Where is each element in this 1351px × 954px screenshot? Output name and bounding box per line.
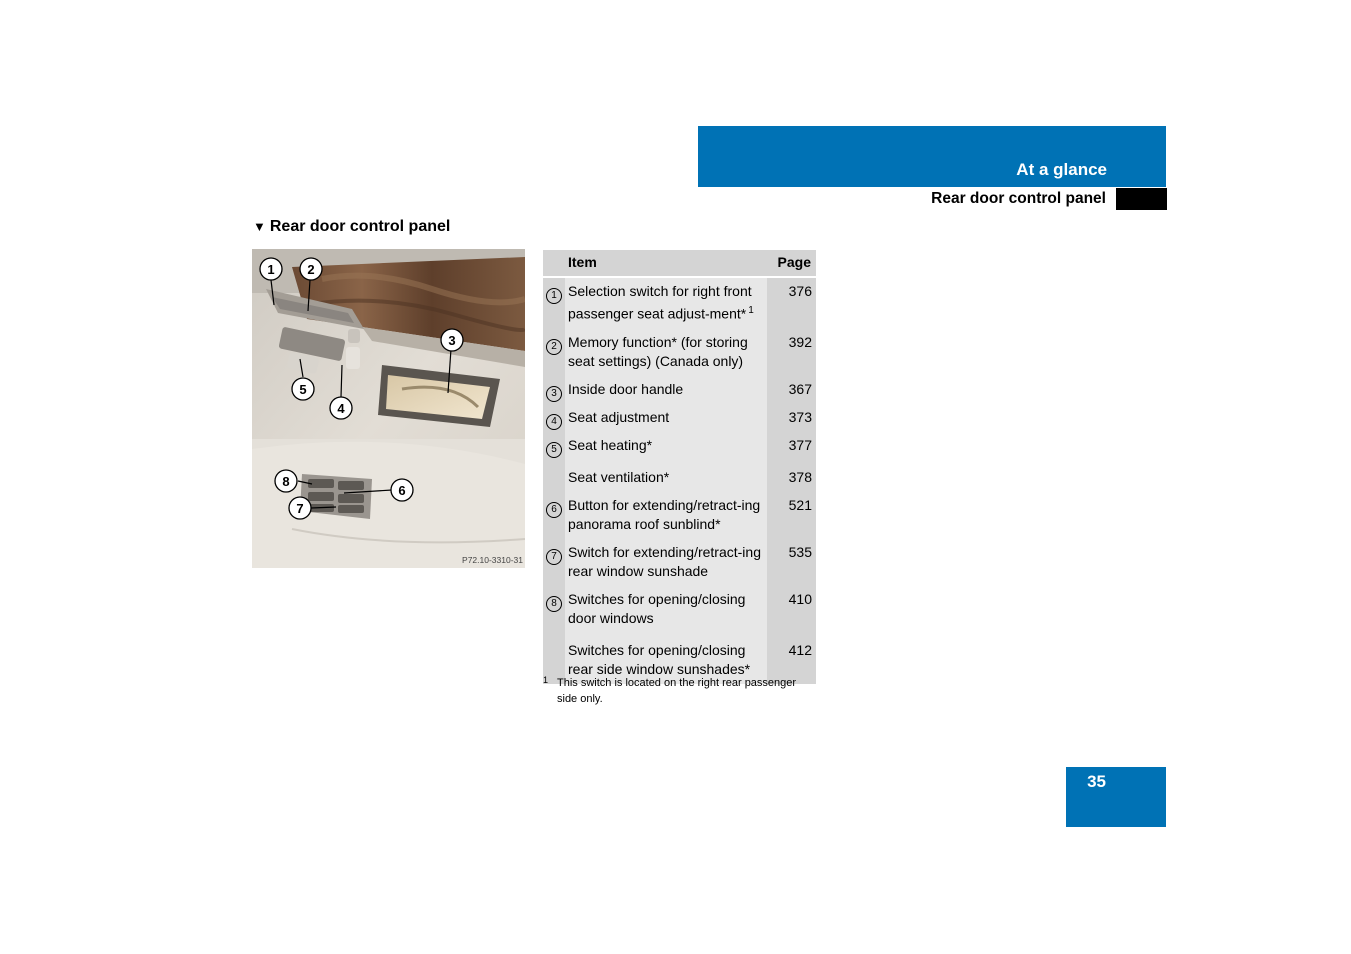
page-ref: 410: [767, 586, 816, 633]
table-row: [543, 376, 816, 404]
page-ref: 373: [767, 404, 816, 432]
item-text: Seat heating*: [565, 432, 767, 460]
item-number: 2: [546, 339, 562, 355]
svg-text:1: 1: [267, 262, 275, 277]
item-number: 7: [546, 549, 562, 565]
section-heading: [253, 218, 450, 236]
triangle-down-icon: ▼: [253, 219, 266, 234]
item-number: 4: [546, 414, 562, 430]
callout-2: [300, 258, 322, 280]
svg-text:6: 6: [398, 483, 406, 498]
figure-code: P72.10-3310-31: [462, 555, 523, 565]
callout-4: [330, 397, 352, 419]
page-number: 35: [1087, 772, 1106, 791]
footnote-text: This switch is located on the right rear passenger side only.: [557, 677, 797, 705]
table-row: [543, 460, 816, 492]
table-row: [543, 277, 816, 329]
page-ref: 535: [767, 539, 816, 586]
table-row: [543, 329, 816, 376]
chapter-title: At a glance: [1016, 160, 1107, 179]
callout-5: [292, 378, 314, 400]
svg-text:5: 5: [299, 382, 307, 397]
svg-text:8: 8: [282, 474, 290, 489]
header-page: Page: [767, 250, 816, 277]
section-running-head: Rear door control panel: [931, 190, 1106, 207]
item-text: Seat ventilation*: [565, 460, 767, 492]
table-row: [543, 432, 816, 460]
item-text: Switch for extending/retract-ing rear window sunshade: [565, 539, 767, 586]
svg-text:4: 4: [337, 401, 345, 416]
svg-text:2: 2: [307, 262, 315, 277]
svg-text:7: 7: [296, 501, 304, 516]
item-text: Selection switch for right front passenger seat adjust-ment*: [568, 283, 752, 322]
chapter-header-band: [698, 126, 1166, 187]
callout-6: [391, 479, 413, 501]
table-row: [543, 539, 816, 586]
table-row: [543, 404, 816, 432]
callout-7: [289, 497, 311, 519]
section-heading-text: Rear door control panel: [269, 218, 451, 235]
item-text: Inside door handle: [565, 376, 767, 404]
page-ref: 377: [767, 432, 816, 460]
footnote: [543, 675, 818, 707]
page-ref: 521: [767, 492, 816, 539]
callout-1: [260, 258, 282, 280]
items-table: [543, 250, 816, 684]
page-number-box: [1066, 767, 1166, 827]
item-number: 5: [546, 442, 562, 458]
footnote-ref: 1: [748, 305, 754, 316]
callout-8: [275, 470, 297, 492]
callout-3: [441, 329, 463, 351]
header-num: [543, 250, 565, 277]
item-text: Button for extending/retract-ing panorama roof sunblind*: [565, 492, 767, 539]
svg-text:3: 3: [448, 333, 456, 348]
footnote-marker: 1: [543, 675, 549, 685]
item-text: Switches for opening/closing door windows: [565, 586, 767, 633]
door-panel-illustration: [252, 249, 525, 568]
item-number: 1: [546, 288, 562, 304]
header-item: Item: [565, 250, 767, 277]
table-row: [543, 492, 816, 539]
page-ref: 376: [767, 277, 816, 329]
item-text: Seat adjustment: [565, 404, 767, 432]
section-tab-marker: [1116, 188, 1167, 210]
item-number: 3: [546, 386, 562, 402]
item-text: Memory function* (for storing seat settings) (Canada only): [565, 329, 767, 376]
item-number: 6: [546, 502, 562, 518]
page-ref: 367: [767, 376, 816, 404]
table-header-row: [543, 250, 816, 277]
page-ref: 412: [767, 633, 816, 684]
table-row: [543, 586, 816, 633]
item-text: Switches for opening/closing rear side window sunshades*: [565, 633, 767, 684]
item-number: 8: [546, 596, 562, 612]
page-ref: 392: [767, 329, 816, 376]
page-ref: 378: [767, 460, 816, 492]
